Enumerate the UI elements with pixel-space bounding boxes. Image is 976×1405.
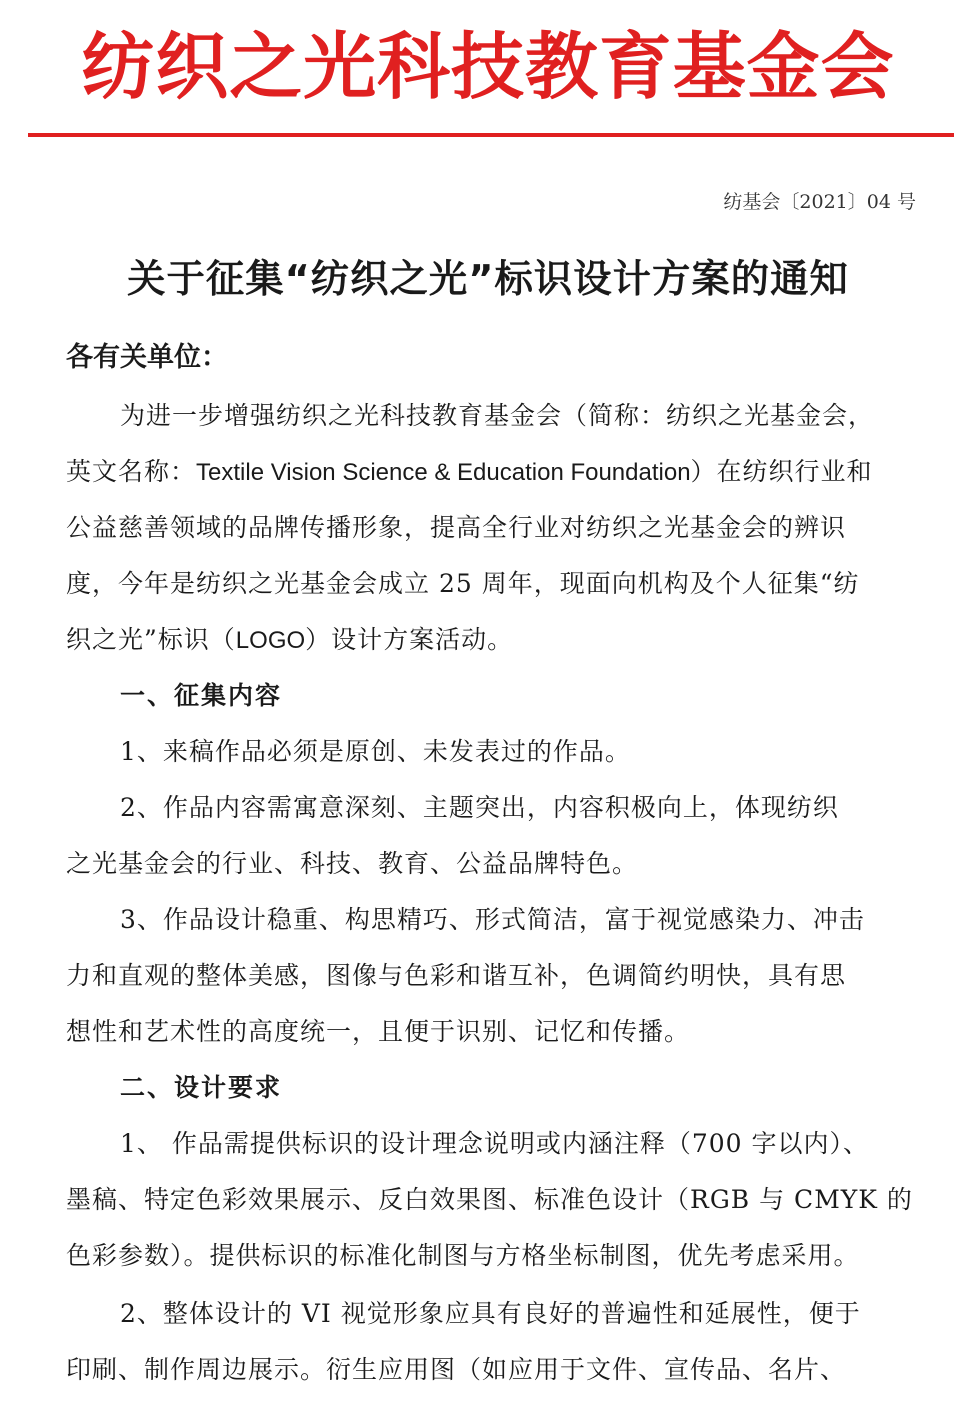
section-1-item-3-line-1: 3、作品设计稳重、构思精巧、形式简洁，富于视觉感染力、冲击 (120, 905, 865, 934)
section-1-item-2-line-2: 之光基金会的行业、科技、教育、公益品牌特色。 (66, 849, 639, 878)
section-2-item-2-line-1: 2、整体设计的 VI 视觉形象应具有良好的普遍性和延展性，便于 (120, 1299, 861, 1328)
intro-line-1: 为进一步增强纺织之光科技教育基金会（简称：纺织之光基金会， (120, 401, 875, 430)
section-2-heading: 二、设计要求 (120, 1073, 283, 1102)
intro-line-4: 度，今年是纺织之光基金会成立 25 周年，现面向机构及个人征集“纺 (66, 569, 860, 598)
section-2-item-1-line-1: 1、 作品需提供标识的设计理念说明或内涵注释（700 字以内）、 (120, 1129, 870, 1158)
notice-title: 关于征集“纺织之光”标识设计方案的通知 (127, 257, 849, 302)
section-1-heading: 一、征集内容 (120, 681, 283, 710)
intro-line-5-prefix: 织之光”标识（ (66, 625, 236, 654)
intro-line-2 (66, 452, 873, 492)
logo-word: LOGO (235, 627, 306, 654)
section-2-item-1-line-2: 墨稿、特定色彩效果展示、反白效果图、标准色设计（RGB 与 CMYK 的 (66, 1185, 913, 1214)
masthead-title: 纺织之光科技教育基金会 (81, 25, 895, 110)
section-2-item-1-line-3: 色彩参数）。提供标识的标准化制图与方格坐标制图，优先考虑采用。 (66, 1241, 860, 1270)
salutation: 各有关单位： (66, 342, 228, 373)
section-1-item-2-line-1: 2、作品内容需寓意深刻、主题突出，内容积极向上，体现纺织 (120, 793, 839, 822)
section-1-item-1: 1、来稿作品必须是原创、未发表过的作品。 (120, 737, 631, 766)
masthead-divider (28, 133, 954, 137)
intro-line-2-prefix: 英文名称： (66, 457, 197, 486)
document-number: 纺基会〔2021〕04 号 (723, 191, 916, 213)
intro-line-5 (66, 620, 513, 660)
foundation-english-name: Textile Vision Science & Education Foundation (196, 459, 691, 486)
section-1-item-3-line-3: 想性和艺术性的高度统一，且便于识别、记忆和传播。 (66, 1017, 691, 1046)
intro-line-3: 公益慈善领域的品牌传播形象，提高全行业对纺织之光基金会的辨识 (66, 513, 847, 542)
intro-line-5-suffix: ）设计方案活动。 (305, 625, 514, 654)
intro-line-2-suffix: ）在纺织行业和 (690, 457, 873, 486)
section-2-item-2-line-2: 印刷、制作周边展示。衍生应用图（如应用于文件、宣传品、名片、 (66, 1355, 847, 1384)
section-1-item-3-line-2: 力和直观的整体美感，图像与色彩和谐互补，色调简约明快，具有思 (66, 961, 847, 990)
